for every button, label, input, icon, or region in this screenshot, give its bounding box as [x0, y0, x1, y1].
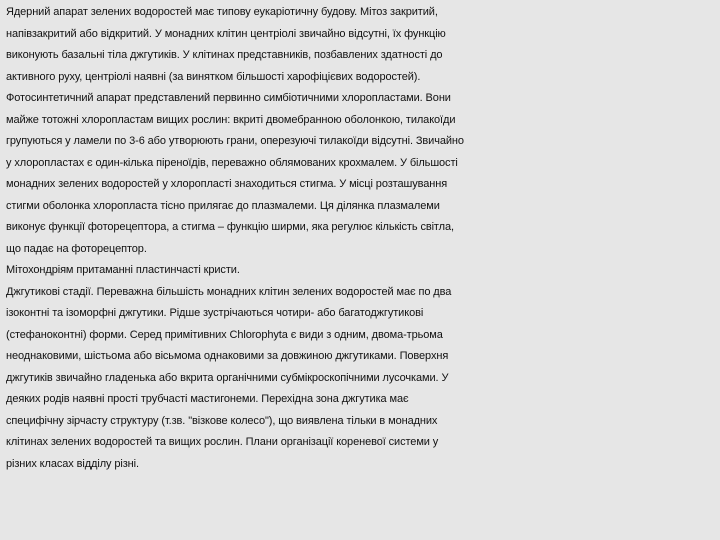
text-line: у хлоропластах є один-кілька піреноїдів, переважно облямованих крохмалем. У більшості — [6, 156, 458, 169]
text-line: специфічну зірчасту структуру (т.зв. "візкове колесо"), що виявлена тільки в монадних — [6, 414, 438, 427]
text-line: клітинах зелених водоростей та вищих рослин. Плани організації кореневої системи у — [6, 436, 439, 448]
text-line: ізоконтні та ізоморфні джгутики. Рідше зустрічаються чотири- або багатоджгутикові — [6, 307, 424, 319]
text-line: (стефаноконтні) форми. Серед примітивних Chlorophyta є види з одним, двома-трьома — [6, 328, 443, 341]
text-line: виконує функції фоторецептора, а стигма – функцію ширми, яка регулює кількість світла, — [6, 221, 454, 233]
text-line: деяких родів наявні прості трубчасті мастигонеми. Перехідна зона джгутика має — [6, 393, 409, 405]
text-line: стигми оболонка хлоропласта тісно прилягає до плазмалеми. Ця ділянка плазмалеми — [6, 199, 440, 212]
text-line: групуються у ламели по 3-6 або утворюють грани, оперезуючі тилакоїди відсутні. Звичайно — [6, 135, 464, 147]
text-line: Мітохондріям притаманні пластинчасті кристи. — [6, 264, 240, 276]
text-line: монадних зелених водоростей у хлоропласті знаходиться стигма. У місці розташування — [6, 178, 448, 190]
text-line: різних класах відділу різні. — [6, 457, 139, 470]
body-text — [6, 2, 718, 475]
text-line: що падає на фоторецептор. — [6, 242, 147, 255]
text-line: активного руху, центріолі наявні (за винятком більшості харофіцієвих водоростей). — [6, 70, 421, 83]
text-line: неоднаковими, шістьома або вісьмома однаковими за довжиною джгутиками. Поверхня — [6, 350, 449, 362]
text-line: напівзакритий або відкритий. У монадних клітин центріолі звичайно відсутні, їх функцію — [6, 27, 446, 40]
text-line: Фотосинтетичний апарат представлений первинно симбіотичними хлоропластами. Вони — [6, 92, 451, 104]
text-line: джгутиків звичайно гладенька або вкрита органічними субмікроскопічними лусочками. У — [6, 371, 449, 384]
text-line: Джгутикові стадії. Переважна більшість монадних клітин зелених водоростей має по два — [6, 285, 452, 298]
text-line: виконують базальні тіла джгутиків. У клітинах представників, позбавлених здатності до — [6, 49, 443, 61]
text-line: Ядерний апарат зелених водоростей має типову еукаріотичну будову. Мітоз закритий, — [6, 6, 438, 18]
text-line: майже тотожні хлоропластам вищих рослин: вкриті двомебранною оболонкою, тилакоїди — [6, 113, 456, 126]
